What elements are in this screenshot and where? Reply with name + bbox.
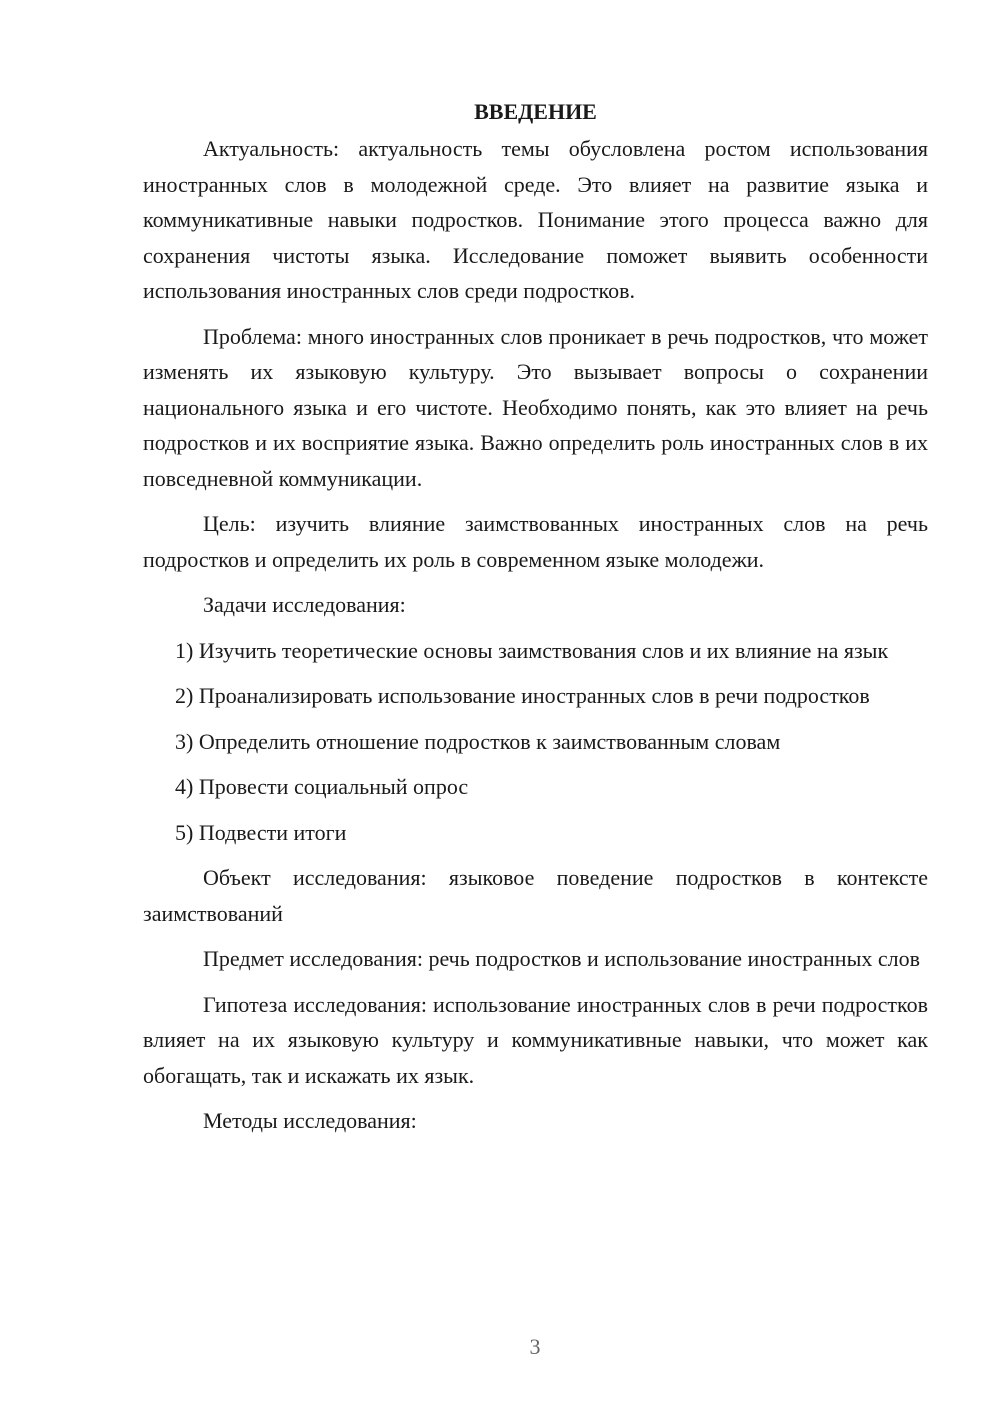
task-item-5: 5) Подвести итоги bbox=[175, 819, 347, 845]
paragraph-methods: Методы исследования: bbox=[203, 1108, 417, 1133]
task-item-3: 3) Определить отношение подростков к заимствованным словам bbox=[175, 728, 781, 754]
paragraph-goal: Цель: изучить влияние заимствованных иностранных слов на речь подростков и определить их роль в современном языке молодежи. bbox=[143, 511, 928, 572]
page-content bbox=[143, 94, 928, 1149]
paragraph-relevance: Актуальность: актуальность темы обусловлена ростом использования иностранных слов в молодежной среде. Это влияет на развитие языка и коммуникативные навыки подростков. Понимание этого процесса важно для сохранения чистоты языка. Исследование поможет выявить особенности использования иностранных слов среди подростков. bbox=[143, 136, 928, 303]
paragraph-problem: Проблема: много иностранных слов проникает в речь подростков, что может изменять их языковую культуру. Это вызывает вопросы о сохранении национального языка и его чистоте. Необходимо понять, как это влияет на речь подростков и их восприятие языка. Важно определить роль иностранных слов в их повседневной коммуникации. bbox=[143, 323, 928, 491]
page-number: 3 bbox=[529, 1334, 541, 1359]
task-item-4: 4) Провести социальный опрос bbox=[175, 774, 469, 799]
section-title: ВВЕДЕНИЕ bbox=[474, 99, 597, 124]
task-item-2: 2) Проанализировать использование иностранных слов в речи подростков bbox=[175, 683, 870, 708]
task-item-1: 1) Изучить теоретические основы заимствования слов и их влияние на язык bbox=[175, 637, 889, 663]
paragraph-tasks-heading: Задачи исследования: bbox=[203, 592, 406, 617]
paragraph-object: Объект исследования: языковое поведение подростков в контексте заимствований bbox=[143, 865, 928, 926]
paragraph-subject: Предмет исследования: речь подростков и использование иностранных слов bbox=[203, 946, 920, 971]
paragraph-hypothesis: Гипотеза исследования: использование иностранных слов в речи подростков влияет на их языковую культуру и коммуникативные навыки, что может как обогащать, так и искажать их язык. bbox=[143, 991, 928, 1088]
